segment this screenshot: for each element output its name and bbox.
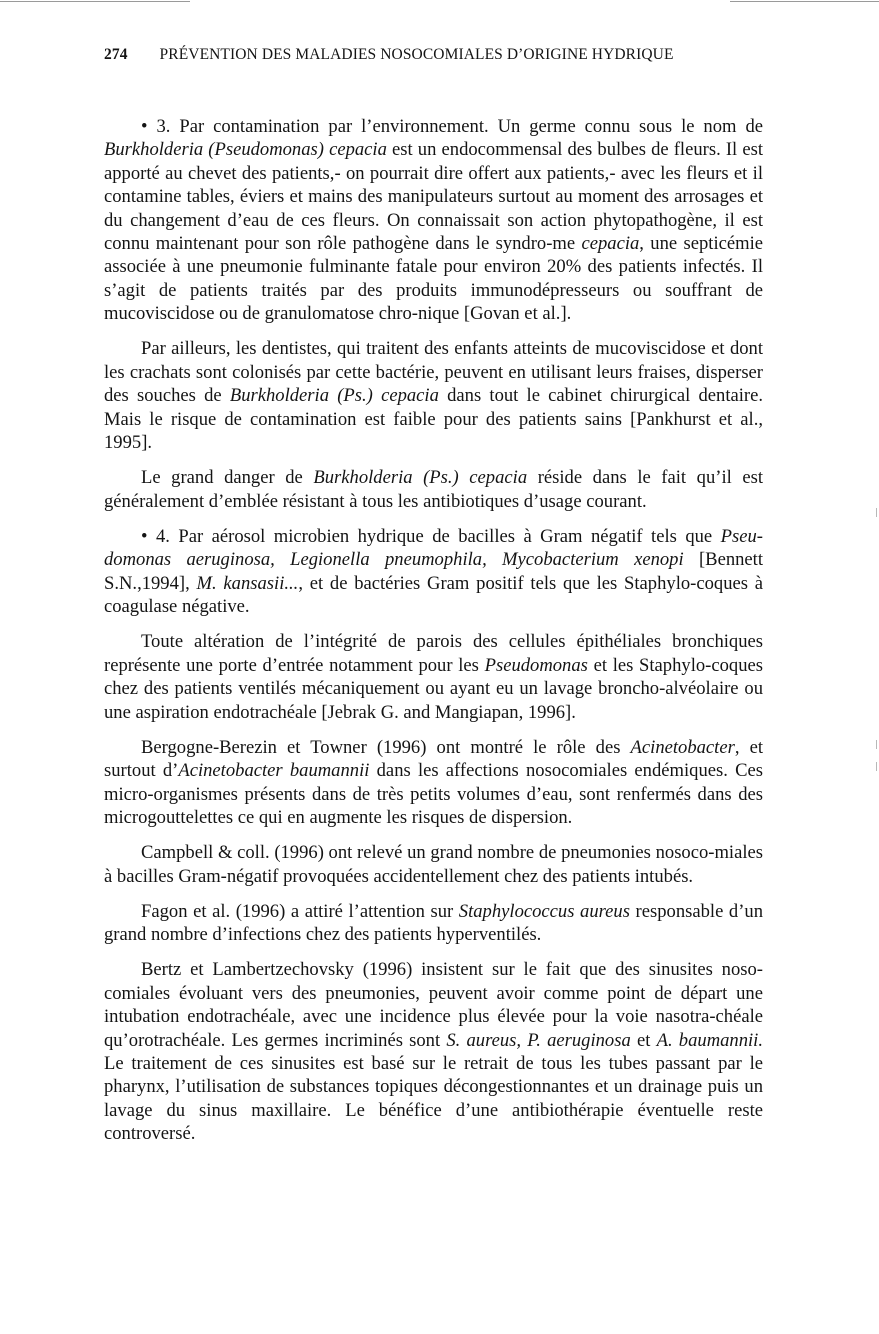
text-run: Le grand danger de xyxy=(141,467,314,489)
running-head xyxy=(104,46,764,64)
italic-text: M. kansasii... xyxy=(196,572,299,594)
italic-text: S. aureus, P. aeruginosa xyxy=(446,1029,631,1051)
scan-speck xyxy=(876,740,877,749)
text-run: [Bennett S.N.,1994], xyxy=(104,549,763,594)
scan-speck xyxy=(876,762,877,771)
italic-text: A. baumannii. xyxy=(656,1029,763,1051)
italic-text: Acinetobacter baumannii xyxy=(178,760,370,782)
italic-text: Pseu-domonas aeruginosa, Legionella pneumophila, Mycobacterium xenopi xyxy=(104,525,763,571)
paragraph xyxy=(104,958,763,1145)
italic-text: Burkholderia (Pseudomonas) cepacia xyxy=(104,139,387,161)
paragraph xyxy=(104,337,763,454)
body-text xyxy=(104,115,763,1157)
text-run: Toute altération de l’intégrité de parois des cellules épithéliales bronchiques représente une porte d’entrée notamment pour les xyxy=(104,631,763,676)
running-title: PRÉVENTION DES MALADIES NOSOCOMIALES D’ORIGINE HYDRIQUE xyxy=(159,46,674,63)
paragraph xyxy=(104,525,763,619)
italic-text: Staphylococcus aureus xyxy=(458,900,630,922)
scan-edge-rule xyxy=(0,0,879,3)
text-run: Campbell & coll. (1996) ont relevé un grand nombre de pneumonies nosoco-miales à bacilles Gram-négatif provoquées accidentellement chez des patients intubés. xyxy=(104,842,763,887)
italic-text: Burkholderia (Ps.) cepacia xyxy=(229,385,439,407)
text-run: • 3. Par contamination par l’environnement. Un germe connu sous le nom de xyxy=(141,116,763,137)
text-run: Bertz et Lambertzechovsky (1996) insistent sur le fait que des sinusites noso-comiales évoluant vers des pneumonies, peuvent avoir comme point de départ une intubation endotrachéale, avec une incidence plus élevée pour la voie nasotra-chéale qu’orotrachéale. Les germes incriminés sont xyxy=(104,959,763,1051)
text-run: • 4. Par aérosol microbien hydrique de bacilles à Gram négatif tels que xyxy=(141,525,721,547)
italic-text: Pseudomonas xyxy=(484,654,588,676)
italic-text: Burkholderia (Ps.) cepacia xyxy=(313,467,528,489)
text-run: est un endocommensal des bulbes de fleurs. Il est apporté au chevet des patients,- on pourrait dire offert aux patients,- avec les fleurs et il contamine tables, éviers et mains des manipulateurs surtout au moment des arrosages et du changement d’eau de ces fleurs. On connaissait son action phytopathogène, il est connu maintenant pour son rôle pathogène dans le syndro-me xyxy=(104,139,763,255)
text-run: Fagon et al. (1996) a attiré l’attention sur xyxy=(141,900,459,922)
text-run: et les Staphylo-coques chez des patients ventilés mécaniquement ou ayant eu un lavage broncho-alvéolaire ou une aspiration endotrachéale [Jebrak G. and Mangiapan, 1996]. xyxy=(104,654,763,723)
italic-text: cepacia xyxy=(581,233,640,255)
page-number: 274 xyxy=(104,46,128,63)
paragraph xyxy=(104,630,763,724)
text-run: , et surtout d’ xyxy=(104,736,764,782)
paragraph xyxy=(104,841,763,888)
text-run: Le traitement de ces sinusites est basé sur le retrait de tous les tubes passant par le pharynx, l’utilisation de substances topiques décongestionnantes et un drainage puis un lavage du sinus maxillaire. Le bénéfice d’une antibiothérapie éventuelle reste controversé. xyxy=(104,1053,763,1145)
paragraph xyxy=(104,115,763,326)
paragraph xyxy=(104,736,763,830)
text-run: et xyxy=(630,1029,657,1051)
text-run: dans les affections nosocomiales endémiques. Ces micro-organismes présents dans de très petits volumes d’eau, sont renfermés dans des microgouttelettes ce qui en augmente les risques de dispersion. xyxy=(104,760,763,828)
text-run: Par ailleurs, les dentistes, qui traitent des enfants atteints de mucoviscidose et dont les crachats sont colonisés par cette bactérie, peuvent en utilisant leurs fraises, disperser des souches de xyxy=(104,338,763,407)
text-run: dans tout le cabinet chirurgical dentaire. Mais le risque de contamination est faible pour des patients sains [Pankhurst et al., 1995]. xyxy=(104,385,764,454)
text-run: Bergogne-Berezin et Towner (1996) ont montré le rôle des xyxy=(141,736,631,758)
text-run: , et de bactéries Gram positif tels que les Staphylo-coques à coagulase négative. xyxy=(104,572,763,618)
scan-speck xyxy=(876,508,877,517)
text-run: responsable d’un grand nombre d’infections chez des patients hyperventilés. xyxy=(104,900,763,946)
text-run: , une septicémie associée à une pneumonie fulminante fatale pour environ 20% des patients infectés. Il s’agit de patients traités par des produits immunodépresseurs ou souffrant de mucoviscidose ou de granulomatose chro-nique [Govan et al.]. xyxy=(104,233,763,325)
italic-text: Acinetobacter xyxy=(630,736,735,758)
text-run: réside dans le fait qu’il est généralement d’emblée résistant à tous les antibiotiques d’usage courant. xyxy=(104,467,764,512)
paragraph xyxy=(104,900,763,947)
paragraph xyxy=(104,466,763,513)
